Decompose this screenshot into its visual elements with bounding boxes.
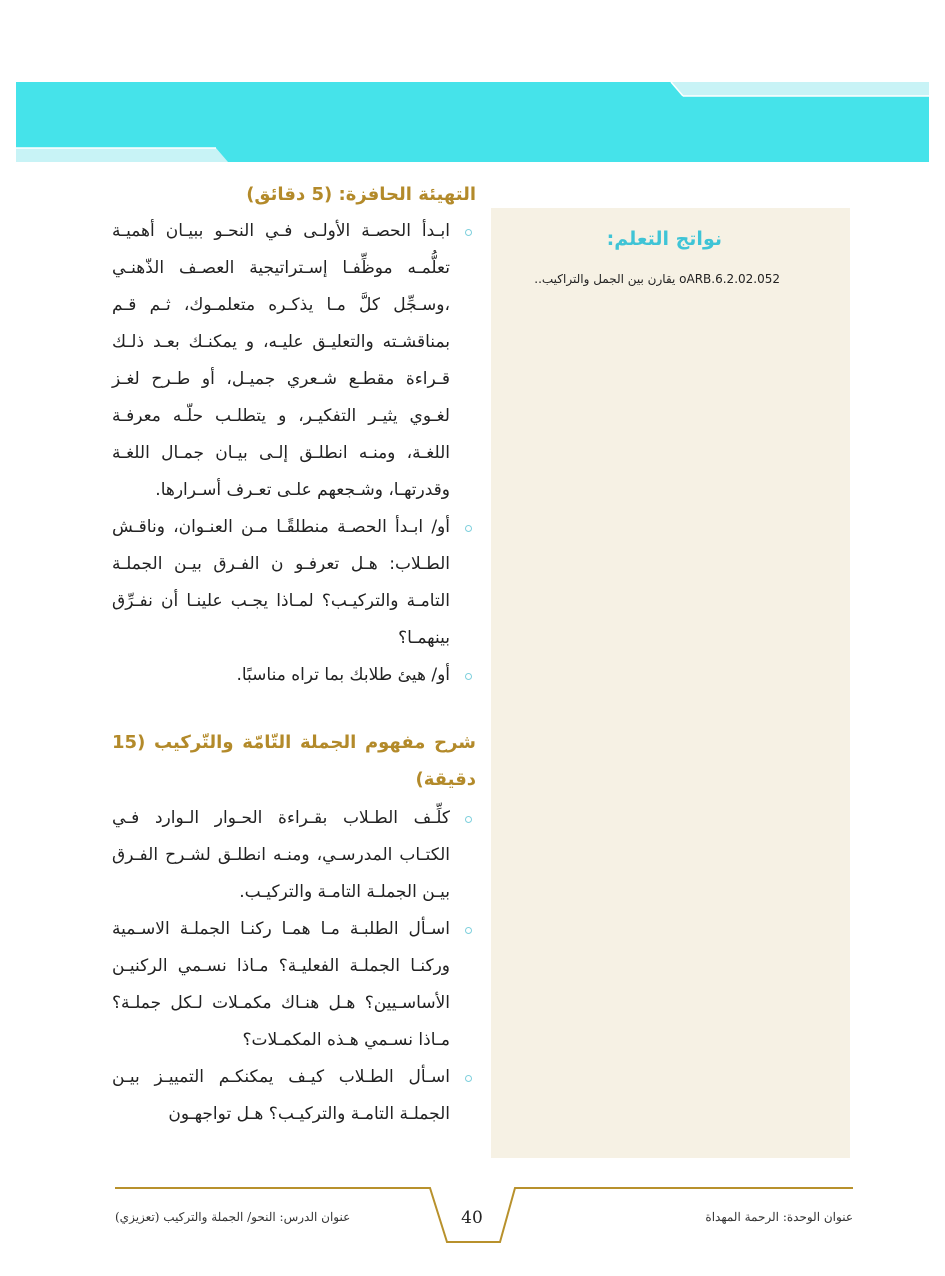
list-item: أو/ ابـدأ الحصـة منطلقًـا مـن العنـوان، وناقـش الطـلاب: هـل تعرفـو ن الفـرق بيـن الجملـة التامـة والتركيـب؟ لمـاذا يجـب علينـا أن نفـرِّق بينهمـا؟ [112, 509, 476, 657]
bullet-circle-icon [465, 673, 472, 680]
footer-unit-title: عنوان الوحدة: الرحمة المهداة [705, 1210, 853, 1224]
list-item: اسـأل الطلبـة مـا همـا ركنـا الجملـة الاسـمية وركنـا الجملـة الفعليـة؟ مـاذا نسـمي الركنيـن الأساسـيين؟ هـل هنـاك مكمـلات لـكل جملـة؟ مـاذا نسـمي هـذه المكمـلات؟ [112, 911, 476, 1059]
list-item: كلِّـف الطـلاب بقـراءة الحـوار الـوارد فـي الكتـاب المدرسـي، ومنـه انطلـق لشـرح الفـرق بيـن الجملـة التامـة والتركيـب. [112, 800, 476, 911]
bullet-circle-icon [465, 229, 472, 236]
page-number: 40 [461, 1208, 483, 1228]
bullet-circle-icon [465, 927, 472, 934]
section-heading-warmup: التهيئة الحافزة: (5 دقائق) [246, 184, 476, 205]
learning-outcomes-panel [491, 208, 850, 1158]
warmup-list [112, 213, 476, 694]
list-item: أو/ هيئ طلابك بما تراه مناسبًا. [112, 657, 476, 694]
lesson-content [112, 180, 476, 1133]
learning-outcomes-title: نواتج التعلم: [606, 228, 722, 250]
footer-lesson-title: عنوان الدرس: النحو/ الجملة والتركيب (تعزيزي) [115, 1210, 351, 1224]
explanation-list [112, 800, 476, 1133]
section-heading-explanation: شرح مفهوم الجملة التّامّة والتّركيب (15 دقيقة) [112, 732, 476, 790]
learning-outcome-text: oARB.6.2.02.052 يقارن بين الجمل والتراكيب.. [534, 272, 780, 286]
bullet-circle-icon [465, 816, 472, 823]
list-item: ابـدأ الحصـة الأولـى فـي النحـو ببيـان أهميـة تعلُّمـه موظِّفـا إسـتراتيجية العصـف الذّهنـي ،وسـجِّل كلَّ مـا يذكـره متعلمـوك، ثـم قـم بمناقشـته والتعليـق عليـه، و يمكنـك بعـد ذلـك قـراءة مقطـع شـعري جميـل، أو طـرح لغـز لغـوي يثيـر التفكيـر، و يتطلـب حلّـه معرفـة اللغـة، ومنـه انطلـق إلـى بيـان جمـال اللغـة وقدرتهـا، وشـجعهم علـى تعـرف أسـرارها. [112, 213, 476, 509]
list-item: اسـأل الطـلاب كيـف يمكنكـم التمييـز بيـن الجملـة التامـة والتركيـب؟ هـل تواجهـون [112, 1059, 476, 1133]
header-banner [16, 82, 929, 162]
bullet-circle-icon [465, 1075, 472, 1082]
bullet-circle-icon [465, 525, 472, 532]
